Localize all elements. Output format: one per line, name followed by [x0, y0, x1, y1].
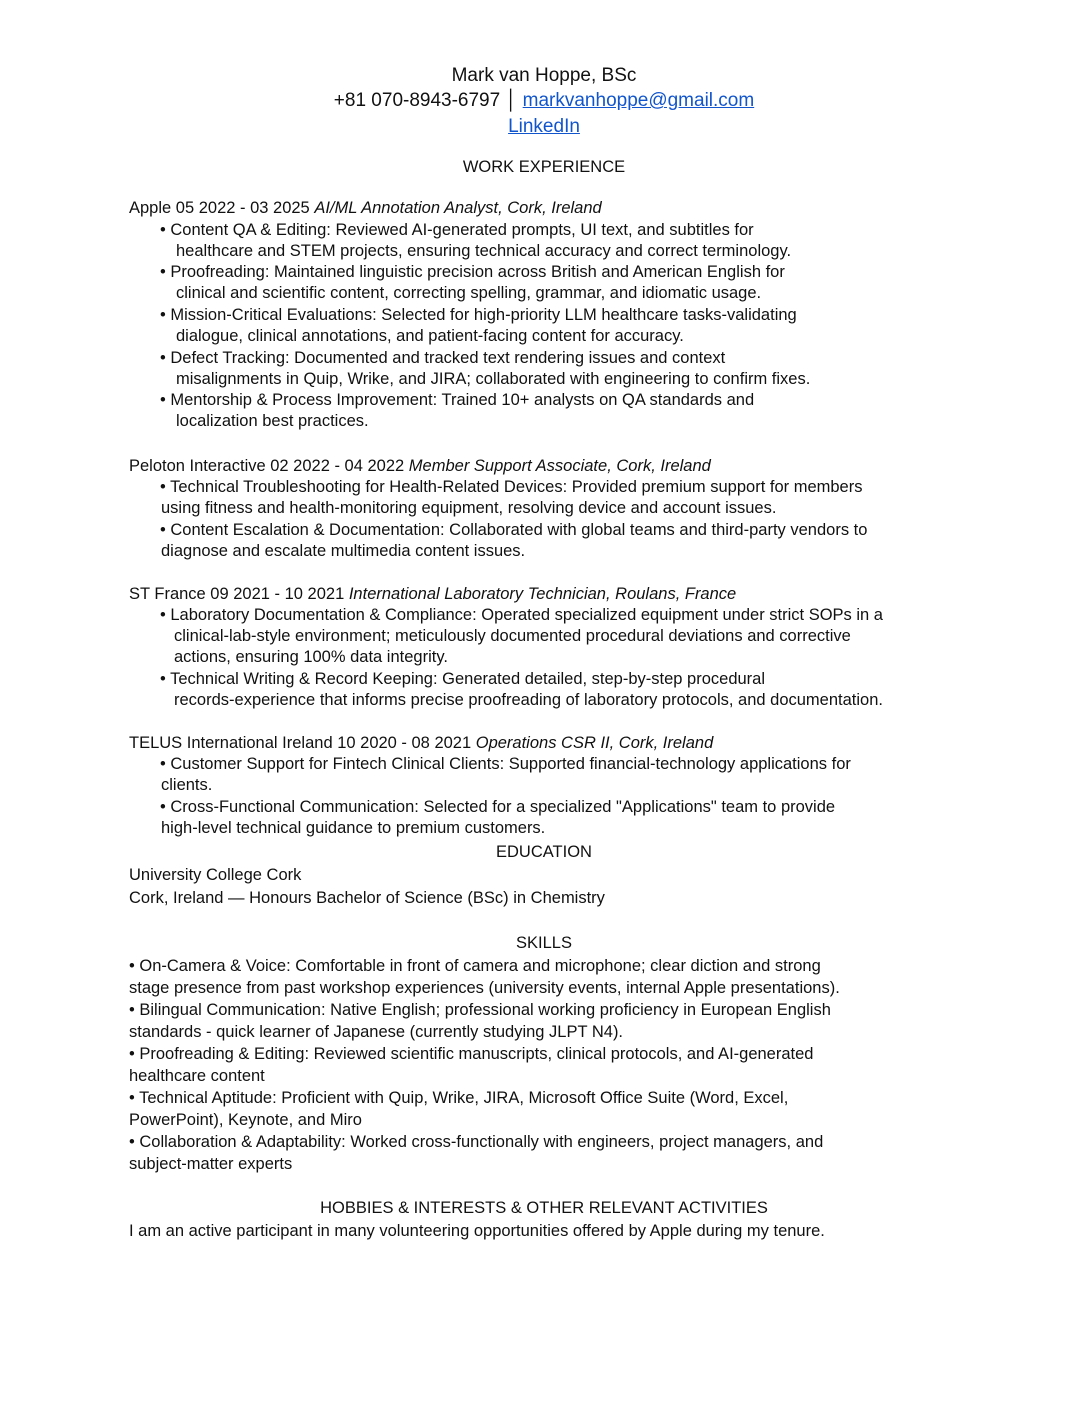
skill-line: PowerPoint), Keynote, and Miro	[129, 1111, 362, 1129]
contact-line	[0, 89, 1088, 113]
job-line: localization best practices.	[176, 412, 369, 430]
job-company-dates: ST France 09 2021 - 10 2021	[129, 585, 349, 603]
job-line: clients.	[161, 776, 213, 794]
separator: │	[505, 90, 518, 111]
job-line: • Defect Tracking: Documented and tracked text rendering issues and context	[160, 349, 726, 367]
job-header-peloton	[129, 456, 711, 476]
hobbies-heading: HOBBIES & INTERESTS & OTHER RELEVANT ACTIVITIES	[320, 1199, 768, 1217]
skill-line: • Proofreading & Editing: Reviewed scientific manuscripts, clinical protocols, and AI-generated	[129, 1045, 814, 1063]
education-degree: Cork, Ireland — Honours Bachelor of Science (BSc) in Chemistry	[129, 889, 605, 907]
job-company-dates: TELUS International Ireland 10 2020 - 08 2021	[129, 734, 476, 752]
job-line: clinical and scientific content, correcting spelling, grammar, and idiomatic usage.	[176, 284, 762, 302]
job-line: misalignments in Quip, Wrike, and JIRA; collaborated with engineering to confirm fixes.	[176, 370, 811, 388]
job-line: dialogue, clinical annotations, and patient-facing content for accuracy.	[176, 327, 684, 345]
job-line: • Technical Troubleshooting for Health-Related Devices: Provided premium support for members	[160, 478, 863, 496]
job-line: high-level technical guidance to premium customers.	[161, 819, 546, 837]
skill-line: stage presence from past workshop experiences (university events, internal Apple presentations).	[129, 979, 840, 997]
job-line: using fitness and health-monitoring equipment, resolving device and account issues.	[161, 499, 777, 517]
job-header-apple	[129, 198, 602, 218]
skill-line: • Collaboration & Adaptability: Worked cross-functionally with engineers, project managers, and	[129, 1133, 824, 1151]
skill-line: • Technical Aptitude: Proficient with Quip, Wrike, JIRA, Microsoft Office Suite (Word, Excel,	[129, 1089, 789, 1107]
job-line: • Proofreading: Maintained linguistic precision across British and American English for	[160, 263, 785, 281]
job-line: records-experience that informs precise proofreading of laboratory protocols, and documentation.	[174, 691, 883, 709]
job-line: • Technical Writing & Record Keeping: Generated detailed, step-by-step procedural	[160, 670, 766, 688]
skills-heading: SKILLS	[516, 934, 572, 952]
education-heading: EDUCATION	[496, 843, 592, 861]
candidate-name: Mark van Hoppe, BSc	[451, 65, 637, 86]
job-line: • Customer Support for Fintech Clinical Clients: Supported financial-technology applications for	[160, 755, 851, 773]
hobbies-text: I am an active participant in many volunteering opportunities offered by Apple during my tenure.	[129, 1222, 825, 1240]
linkedin-link[interactable]: LinkedIn	[508, 116, 580, 137]
job-line: diagnose and escalate multimedia content issues.	[161, 542, 526, 560]
job-role: Operations CSR II, Cork, Ireland	[475, 734, 714, 752]
skill-line: healthcare content	[129, 1067, 265, 1085]
job-company-dates: Apple 05 2022 - 03 2025	[129, 199, 315, 217]
job-line: • Mentorship & Process Improvement: Trained 10+ analysts on QA standards and	[160, 391, 755, 409]
email-link[interactable]: markvanhoppe@gmail.com	[522, 90, 755, 111]
skill-line: • Bilingual Communication: Native English; professional working proficiency in European English	[129, 1001, 831, 1019]
skill-line: standards - quick learner of Japanese (currently studying JLPT N4).	[129, 1023, 624, 1041]
job-line: actions, ensuring 100% data integrity.	[174, 648, 448, 666]
work-experience-heading: WORK EXPERIENCE	[462, 158, 626, 176]
job-line: • Content Escalation & Documentation: Collaborated with global teams and third-party vendors to	[160, 521, 868, 539]
skill-line: • On-Camera & Voice: Comfortable in front of camera and microphone; clear diction and strong	[129, 957, 821, 975]
skill-line: subject-matter experts	[129, 1155, 293, 1173]
job-line: • Laboratory Documentation & Compliance: Operated specialized equipment under strict SOPs in a	[160, 606, 883, 624]
job-line: healthcare and STEM projects, ensuring technical accuracy and correct terminology.	[176, 242, 792, 260]
job-line: • Cross-Functional Communication: Selected for a specialized "Applications" team to provide	[160, 798, 836, 816]
job-line: • Mission-Critical Evaluations: Selected for high-priority LLM healthcare tasks-validating	[160, 306, 797, 324]
job-line: • Content QA & Editing: Reviewed AI-generated prompts, UI text, and subtitles for	[160, 221, 754, 239]
job-role: Member Support Associate, Cork, Ireland	[408, 457, 711, 475]
education-school: University College Cork	[129, 866, 302, 884]
job-role: International Laboratory Technician, Roulans, France	[348, 585, 737, 603]
job-header-telus	[129, 733, 713, 753]
job-company-dates: Peloton Interactive 02 2022 - 04 2022	[129, 457, 409, 475]
job-role: AI/ML Annotation Analyst, Cork, Ireland	[314, 199, 602, 217]
phone-number: +81 070-8943-6797	[333, 90, 501, 111]
job-header-st-france	[129, 584, 736, 604]
job-line: clinical-lab-style environment; meticulously documented procedural deviations and corrective	[174, 627, 851, 645]
